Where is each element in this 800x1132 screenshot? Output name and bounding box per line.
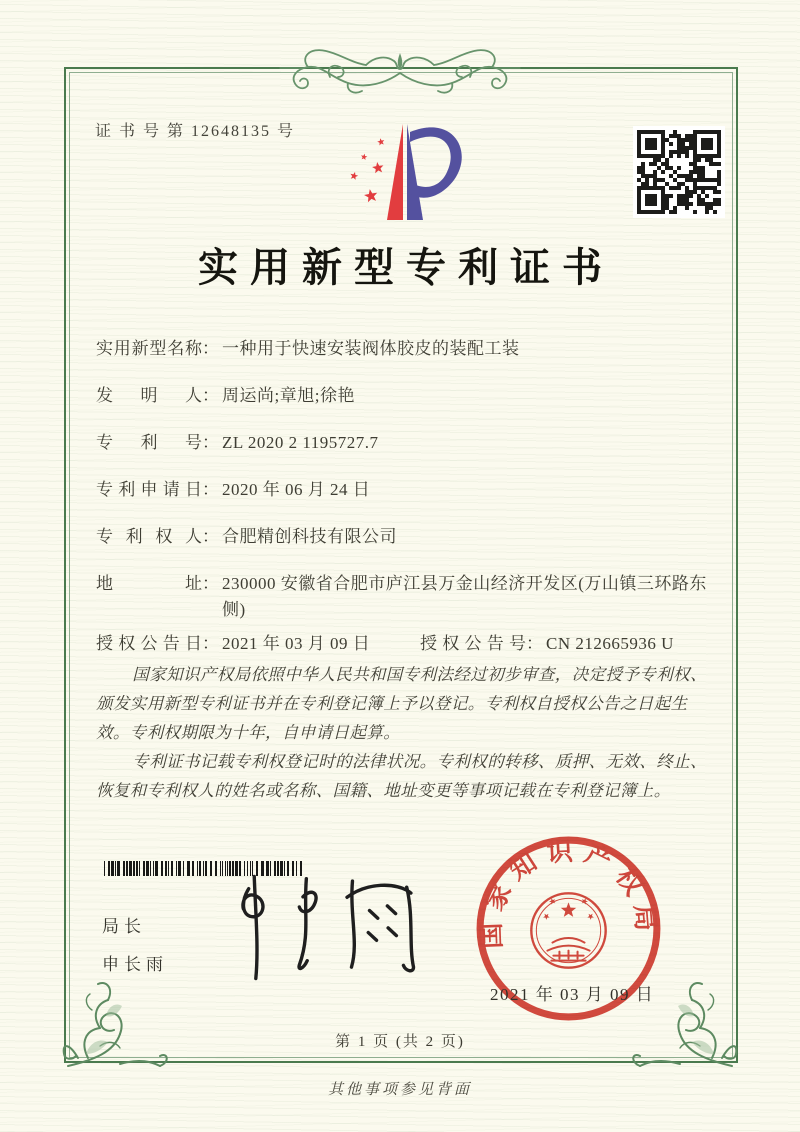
field-colon: ： [526,634,543,653]
commissioner-signature-icon [210,864,444,987]
back-side-note: 其他事项参见背面 [327,1082,472,1098]
national-emblem-icon [531,893,605,967]
field-colon: ： [202,433,219,452]
field-value: ZL 2020 2 1195727.7 [222,433,379,452]
grant-number-pair [420,631,674,657]
field-row-address [96,571,714,623]
field-value: 230000 安徽省合肥市庐江县万金山经济开发区(万山镇三环路东侧) [222,574,707,619]
field-label: 专利申请日 [96,480,202,499]
field-value: 一种用于快速安装阀体胶皮的装配工装 [222,339,520,358]
field-row-grant [96,631,714,657]
field-row-filing-date [96,477,714,503]
field-colon: ： [202,339,219,358]
certificate-fields [96,336,714,678]
legal-text-block [96,660,714,805]
seal-date: 2021 年 03 月 09 日 [490,985,655,1004]
field-colon: ： [202,634,219,653]
legal-paragraph: 国家知识产权局依照中华人民共和国专利法经过初步审查，决定授予专利权、颁发实用新型专利证书并在专利登记簿上予以登记。专利权自授权公告之日起生效。专利权期限为十年，自申请日起算。 [96,665,707,742]
field-colon: ： [202,386,219,405]
field-row-utility-name [96,336,714,362]
top-scroll-ornament-icon [270,39,530,99]
field-colon: ： [202,574,219,593]
field-colon: ： [202,527,219,546]
field-value: 周运尚;章旭;徐艳 [222,386,355,405]
legal-paragraph: 专利证书记载专利权登记时的法律状况。专利权的转移、质押、无效、终止、恢复和专利权人的姓名或名称、国籍、地址变更等事项记载在专利登记簿上。 [96,752,707,800]
field-value: 2020 年 06 月 24 日 [222,480,371,499]
field-value: 2021 年 03 月 09 日 [222,634,371,653]
field-label: 授权公告号 [420,634,526,653]
field-row-patent-number [96,430,714,456]
field-value: 合肥精创科技有限公司 [222,527,397,546]
seal-ring-text: 国家知识产权局 [476,836,661,950]
field-label: 授权公告日 [96,634,202,653]
field-value: CN 212665936 U [546,634,674,653]
qr-code [633,126,725,218]
field-label: 发明人 [96,386,202,405]
field-label: 地址 [96,574,202,593]
commissioner-title: 局长 [102,917,146,936]
cnipa-logo-icon [330,112,480,234]
field-label: 专利权人 [96,527,202,546]
field-row-patentee [96,524,714,550]
field-row-inventors [96,383,714,409]
certificate-number: 证 书 号 第 12648135 号 [95,123,296,140]
field-label: 实用新型名称 [96,339,202,358]
field-colon: ： [202,480,219,499]
page-number: 第 1 页 (共 2 页) [335,1034,465,1050]
certificate-title: 实用新型专利证书 [198,245,614,290]
field-label: 专利号 [96,433,202,452]
commissioner-name: 申长雨 [102,955,168,974]
